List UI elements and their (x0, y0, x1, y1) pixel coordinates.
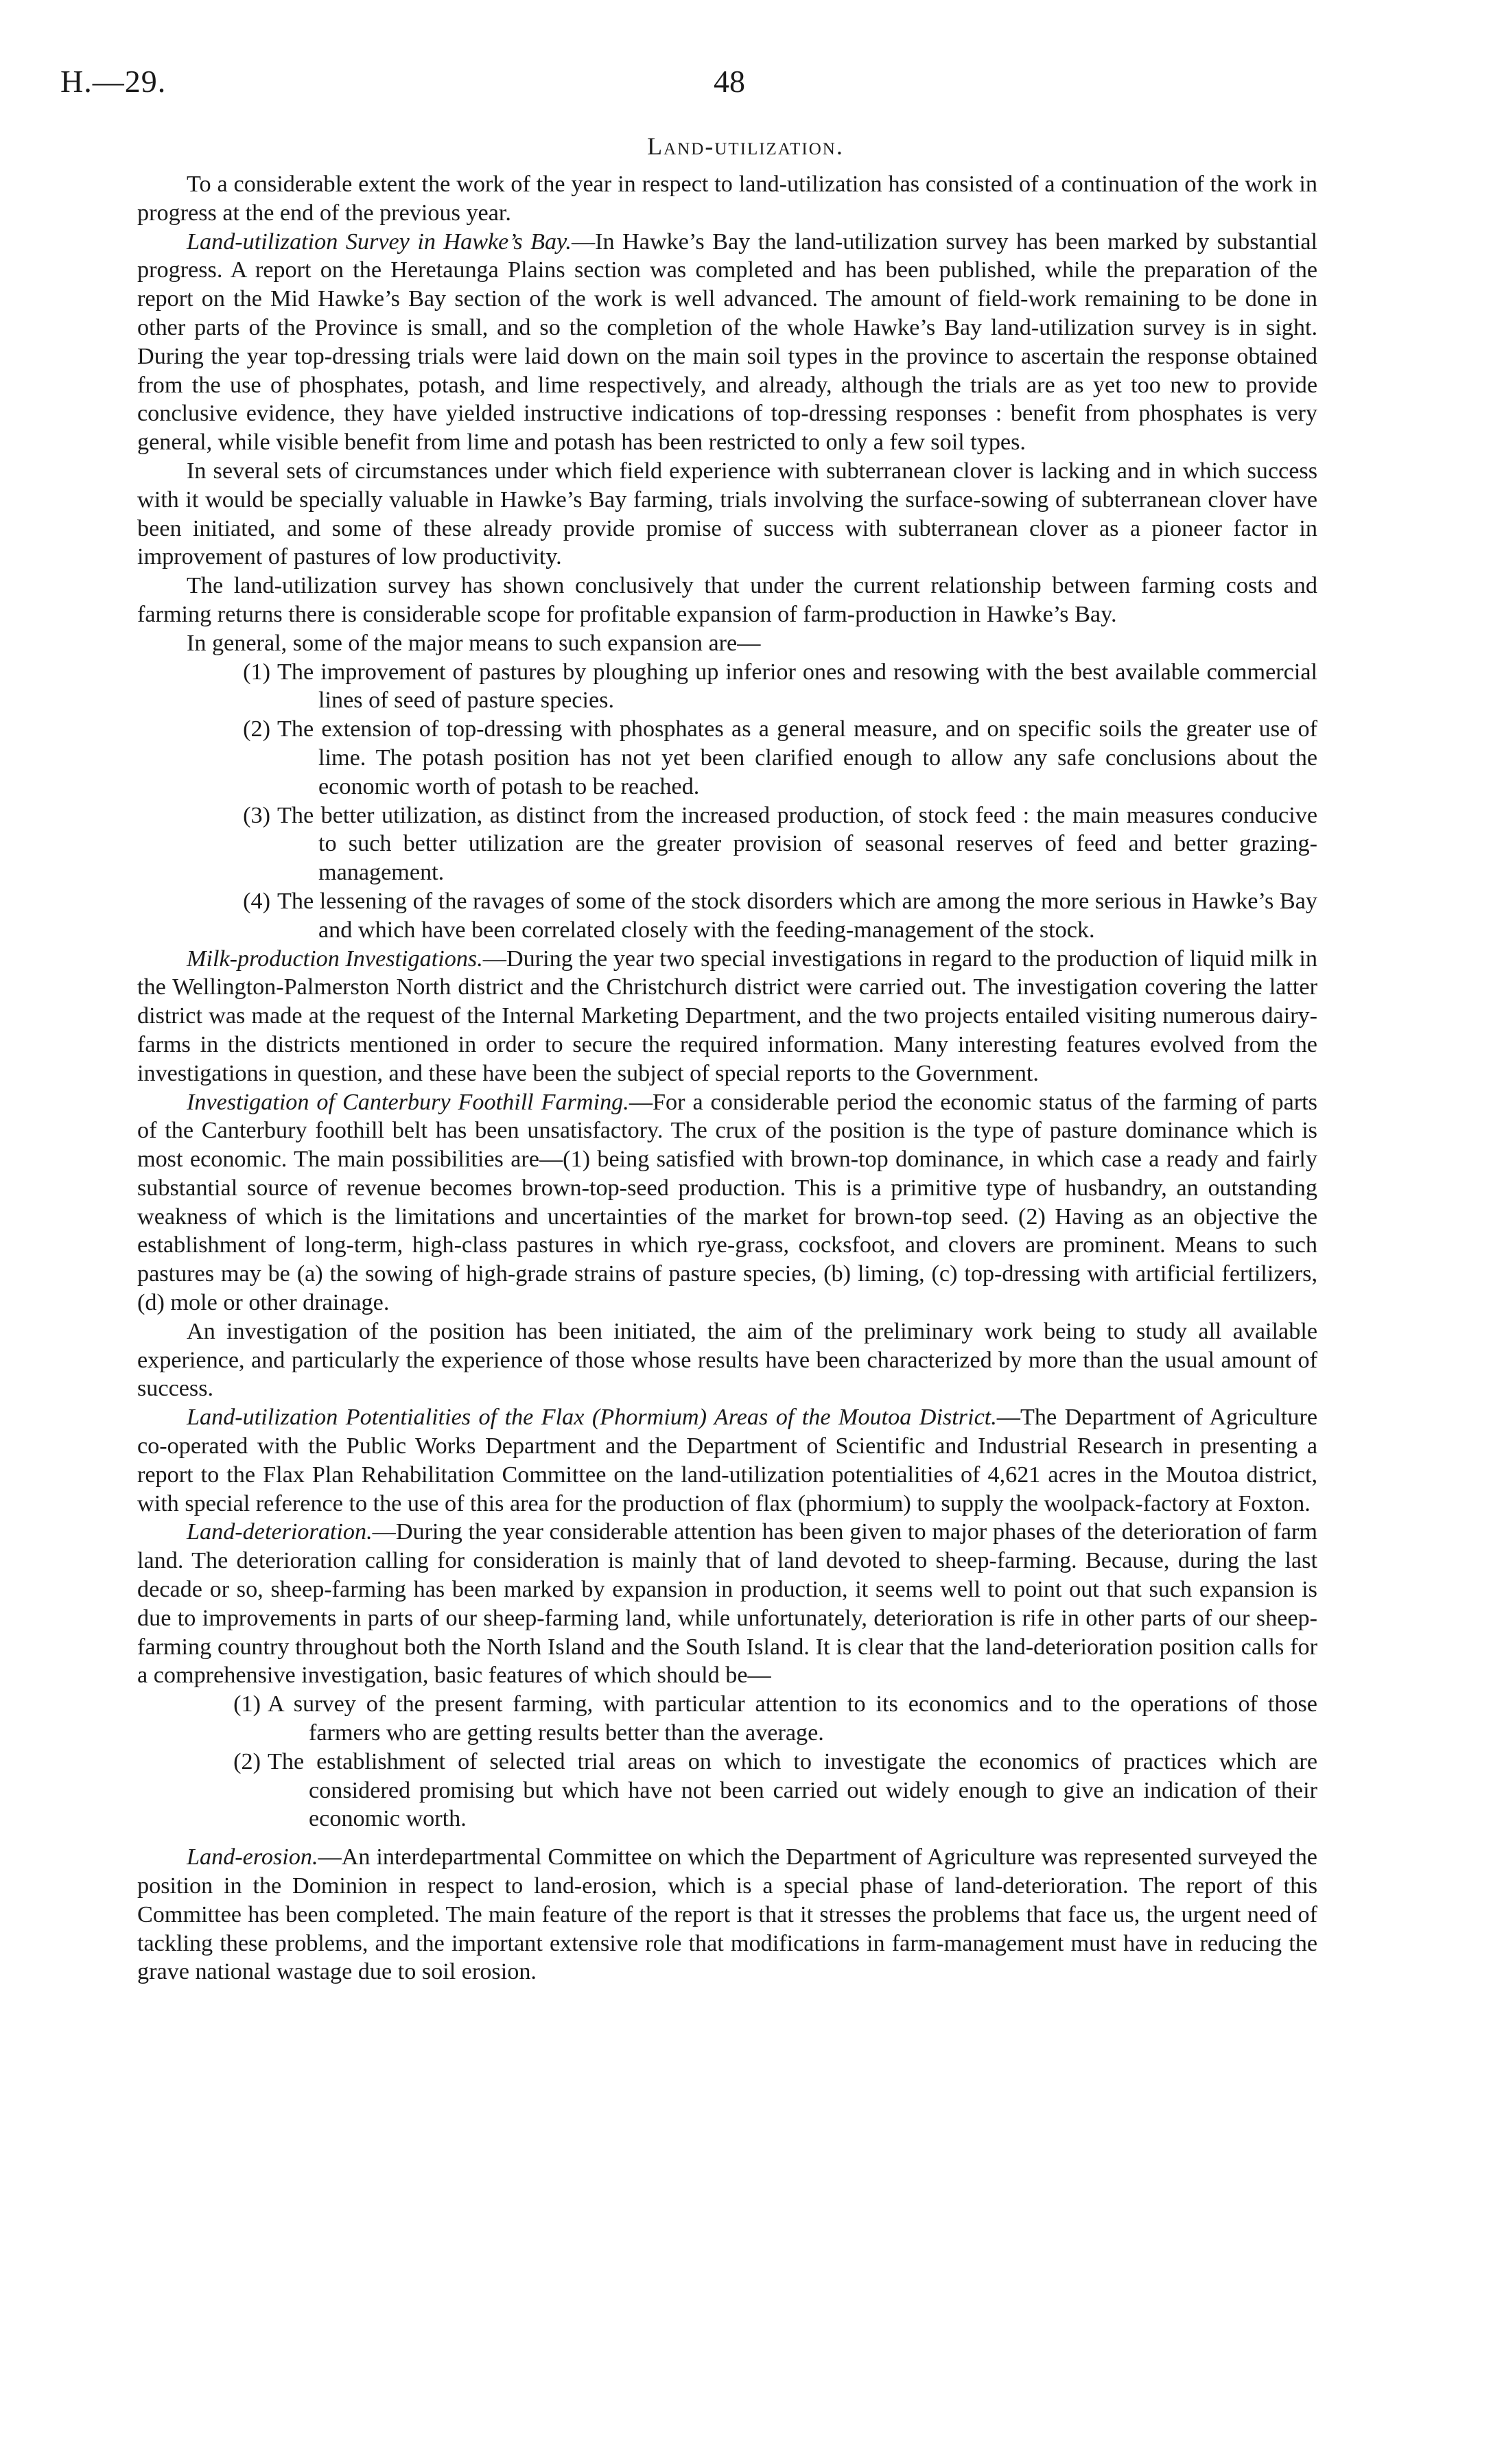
paragraph-subterranean-clover: In several sets of circumstances under which field experience with subterranean clover is lacking and in which success with it would be specially valuable in Hawke’s Bay farming, trials involving the surface-sowing of subterranean clover have been initiated, and some of these already provide promise of success with subterranean clover as a pioneer factor in improvement of pastures of low productivity. (137, 458, 1317, 570)
investigation-features-list (224, 1690, 1317, 1833)
paragraph-flax-areas (137, 1403, 1317, 1518)
paragraph-land-erosion (137, 1843, 1317, 1986)
list-item-number: (3) (243, 802, 270, 828)
list-item-text: The extension of top-dressing with phosphates as a general measure, and on specific soils the greater use of lime. The potash position has not yet been clarified enough to allow any safe conclusions about the economic worth of potash to be reached. (277, 716, 1317, 799)
list-item (233, 658, 1317, 716)
list-item-text: A survey of the present farming, with particular attention to its economics and to the operations of those farmers who are getting results better than the average. (268, 1691, 1317, 1746)
text-land-deterioration: —During the year considerable attention has been given to major phases of the deterioration of farm land. The deterioration calling for consideration is mainly that of land devoted to sheep-farming. Because, during the last decade or so, sheep-farming has been marked by expansion in production, it seems well to point out that such expansion is due to improvements in parts of our sheep-farming land, while unfortunately, deterioration is rife in other parts of our sheep-farming country throughout both the North Island and the South Island. It is clear that the land-deterioration position calls for a comprehensive investigation, basic features of which should be— (137, 1519, 1317, 1689)
paragraph-milk-production (137, 945, 1317, 1088)
list-item-number: (2) (243, 716, 270, 742)
text-land-erosion: —An interdepartmental Committee on which the Department of Agriculture was represented surveyed the position in the Dominion in respect to land-erosion, which is a special phase of land-deterioration. The report of this Committee has been completed. The main feature of the report is that it stresses the problems that face us, the urgent need of tackling these problems, and the important extensive role that modifications in farm-management must have in reducing the grave national wastage due to soil erosion. (137, 1844, 1317, 1985)
paragraph-expansion-means: In general, some of the major means to such expansion are— (187, 630, 761, 656)
list-item (233, 715, 1317, 801)
paragraph-investigation-initiated: An investigation of the position has been initiated, the aim of the preliminary work being to study all available experience, and particularly the experience of those whose results have been characterized by more than the usual amount of success. (137, 1318, 1317, 1402)
text-canterbury-foothill: —For a considerable period the economic status of the farming of parts of the Canterbury foothill belt has been unsatisfactory. The crux of the position is the type of pasture dominance which is most economic. The main possibilities are—(1) being satisfied with brown-top dominance, in which case a ready and fairly substantial source of revenue becomes brown-top-seed production. This is a primitive type of husbandry, an outstanding weakness of which is the limitations and uncertainties of the market for brown-top seed. (2) Having as an objective the establishment of long-term, high-class pastures in which rye-grass, cocksfoot, and clovers are prominent. Means to such pastures may be (a) the sowing of high-grade strains of pasture species, (b) liming, (c) top-dressing with artificial fertilizers, (d) mole or other drainage. (137, 1089, 1317, 1316)
text-flax-areas: —The Department of Agriculture co-operated with the Public Works Department and the Department of Scientific and Industrial Research in presenting a report to the Flax Plan Rehabilitation Committee on the land-utilization potentialities of 4,621 acres in the Moutoa district, with special reference to the use of this area for the production of flax (phormium) to supply the woolpack-factory at Foxton. (137, 1405, 1318, 1516)
text-hawkes-bay-survey: —In Hawke’s Bay the land-utilization survey has been marked by substantial progress. A report on the Heretaunga Plains section was completed and has been published, while the preparation of the report on the Mid Hawke’s Bay section of the work is well advanced. The amount of field-work remaining to be done in other parts of the Province is small, and so the completion of the whole Hawke’s Bay land-utilization survey is in sight. During the year top-dressing trials were laid down on the main soil types in the province to ascertain the response obtained from the use of phosphates, potash, and lime respectively, and already, although the trials are as yet too new to provide conclusive evidence, they have yielded instructive indications of top-dressing responses : benefit from phosphates is very general, while visible benefit from lime and potash has been restricted to only a few soil types. (137, 228, 1317, 456)
spacer (137, 1833, 1317, 1843)
heading-flax-areas: Land-utilization Potentialities of the Flax (Phormium) Areas of the Moutoa District. (187, 1405, 997, 1431)
list-item-number: (2) (233, 1748, 261, 1774)
document-reference: H.—29. (60, 64, 167, 99)
list-item-text: The better utilization, as distinct from the increased production, of stock feed : the main measures conducive to such better utilization are the greater provision of seasonal reserves of feed and better grazing-management. (277, 802, 1317, 886)
list-item-number: (1) (233, 1691, 261, 1717)
heading-milk-production: Milk-production Investigations. (187, 946, 483, 972)
list-item-number: (1) (243, 659, 270, 685)
list-item (233, 801, 1317, 887)
list-item-text: The lessening of the ravages of some of the stock disorders which are among the more serious in Hawke’s Bay and which have been correlated closely with the feeding-management of the stock. (277, 888, 1317, 943)
heading-canterbury-foothill: Investigation of Canterbury Foothill Farming. (187, 1089, 629, 1115)
paragraph-land-deterioration (137, 1518, 1317, 1690)
list-item-number: (4) (243, 888, 270, 914)
list-item (233, 887, 1317, 945)
paragraph-survey-conclusion: The land-utilization survey has shown conclusively that under the current relationship between farming costs and farming returns there is considerable scope for profitable expansion of farm-production in Hawke’s Bay. (137, 573, 1317, 627)
list-item-text: The improvement of pastures by ploughing up inferior ones and resowing with the best available commercial lines of seed of pasture species. (277, 659, 1317, 714)
heading-land-erosion: Land-erosion. (187, 1844, 318, 1870)
heading-hawkes-bay-survey: Land-utilization Survey in Hawke’s Bay. (187, 228, 572, 255)
list-item-text: The establishment of selected trial areas on which to investigate the economics of practices which are considered promising but which have not been carried out widely enough to give an indication of their economic worth. (268, 1748, 1317, 1832)
paragraph-intro: To a considerable extent the work of the year in respect to land-utilization has consisted of a continuation of the work in progress at the end of the previous year. (137, 172, 1317, 226)
page-number: 48 (714, 64, 745, 99)
paragraph-hawkes-bay-survey (137, 228, 1317, 457)
heading-land-deterioration: Land-deterioration. (187, 1519, 373, 1545)
paragraph-canterbury-foothill (137, 1088, 1317, 1317)
body-text (137, 170, 1317, 1986)
section-title: Land-utilization. (647, 132, 844, 160)
list-item (224, 1690, 1317, 1748)
list-item (224, 1748, 1317, 1833)
text-milk-production: —During the year two special investigations in regard to the production of liquid milk in the Wellington-Palmerston North district and the Christchurch district were carried out. The investigation covering the latter district was made at the request of the Internal Marketing Department, and the two projects entailed visiting numerous dairy-farms in the districts mentioned in order to secure the required information. Many interesting features evolved from the investigations in question, and these have been the subject of special reports to the Government. (137, 946, 1318, 1086)
expansion-means-list (233, 658, 1317, 945)
